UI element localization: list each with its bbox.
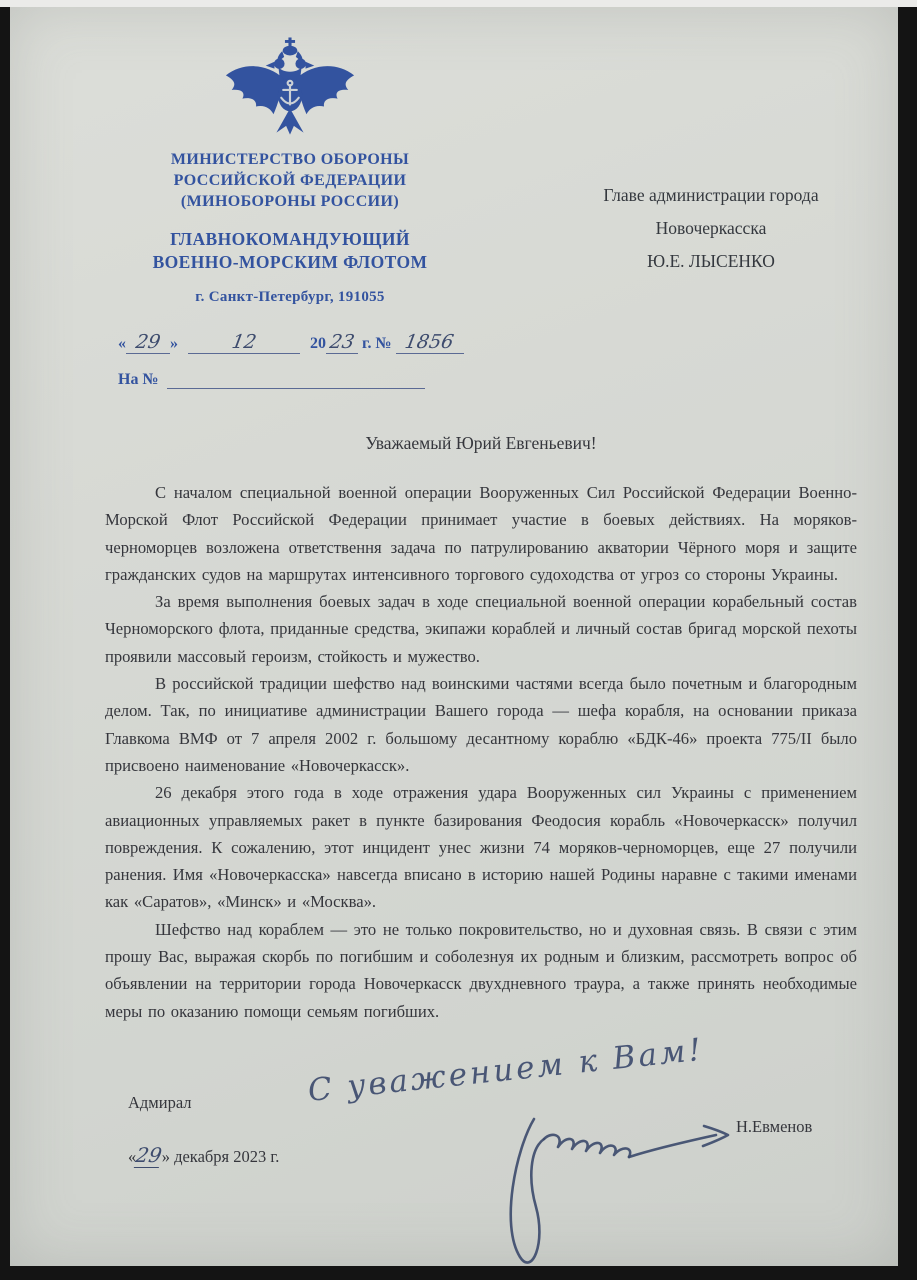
handwritten-outgoing-number: 1856 [403,331,456,353]
addressee-block [555,179,867,278]
handwritten-dedication: С уважением к Вам! [306,1031,706,1109]
signer-name: Н.Евменов [736,1117,813,1136]
handwritten-year: 23 [327,331,357,353]
admiral-signature-icon [472,1103,742,1275]
printed-number-label: г. № [362,335,392,352]
reply-blank-line [167,371,425,389]
paragraph: С началом специальной военной операции Вооруженных Сил Российской Федерации Военно-Морской Флот Российской Федерации принимает участие в боевых действиях. На моряков-черноморцев возложена ответствення задача по патрулированию акватории Чёрного моря и защите гражданских судов на маршрутах интенсивного торгового судоходства от угроз со стороны Украины. [105,483,857,584]
commander-line: ГЛАВНОКОМАНДУЮЩИЙ [170,229,410,249]
close-quote: » [170,335,178,352]
ministry-line: РОССИЙСКОЙ ФЕДЕРАЦИИ [173,172,407,189]
paragraph: Шефство над кораблем — это не только покровительство, но и духовная связь. В связи с этим прошу Вас, выражая скорбь по погибшим и соболезнуя их родным и близким, рассмотреть вопрос об объявлении на территории города Новочеркасск двухдневного траура, а также принять необходимые меры по оказанию помощи семьям погибших. [105,919,857,1021]
salutation: Уважаемый Юрий Евгеньевич! [365,433,597,453]
paragraph: В российской традиции шефство над воинскими частями всегда было почетным и благородным делом. Так, по инициативе администрации Вашего города — шефа корабля, на основании приказа Главкома ВМФ от 7 апреля 2002 г. большому десантному кораблю «БДК-46» проекта 775/II было присвоено наименование «Новочеркасск». [105,674,857,775]
ministry-name [100,149,480,212]
date-open-quote: « [128,1147,137,1166]
ministry-line: (МИНОБОРОНЫ РОССИИ) [180,193,400,210]
printed-year-prefix: 20 [310,335,326,352]
commander-line: ВОЕННО-МОРСКИМ ФЛОТОМ [152,252,428,272]
reply-label: На № [118,371,159,388]
addressee-line: Ю.Е. ЛЫСЕНКО [647,251,775,271]
letter-paper [10,7,898,1266]
addressee-line: Новочеркасска [655,218,767,238]
handwritten-date-day: 29 [134,1143,164,1167]
signature-date [128,1143,279,1168]
photo-top-edge [0,0,917,7]
signer-rank: Адмирал [128,1093,192,1112]
handwritten-month: 12 [229,331,259,353]
outgoing-ref-line [118,333,538,354]
reply-to-line [118,371,425,389]
commander-title [100,228,480,274]
letter-body [105,479,857,1025]
letterhead [100,37,480,306]
ministry-line: МИНИСТЕРСТВО ОБОРОНЫ [170,151,410,168]
paragraph: За время выполнения боевых задач в ходе специальной военной операции корабельный состав Черноморского флота, приданные средства, экипажи кораблей и личный состав бригад морской пехоты проявили массовый героизм, стойкость и мужество. [105,592,857,666]
paragraph: 26 декабря этого года в ходе отражения удара Вооруженных сил Украины с применением авиационных управляемых ракет в пункте базирования Феодосия корабль «Новочеркасск» получил повреждения. К сожалению, этот инцидент унес жизни 74 моряков-черноморцев, еще 27 получили ранения. Имя «Новочеркасска» навсегда вписано в историю нашей Родины наравне с такими именами как «Саратов», «Минск» и «Москва». [105,783,857,912]
double-headed-eagle-icon [222,37,358,139]
letterhead-address: г. Санкт-Петербург, 191055 [195,289,385,305]
handwritten-day: 29 [133,331,163,353]
open-quote: « [118,335,126,352]
addressee-line: Главе администрации города [603,185,819,205]
date-rest: » декабря 2023 г. [161,1147,280,1166]
